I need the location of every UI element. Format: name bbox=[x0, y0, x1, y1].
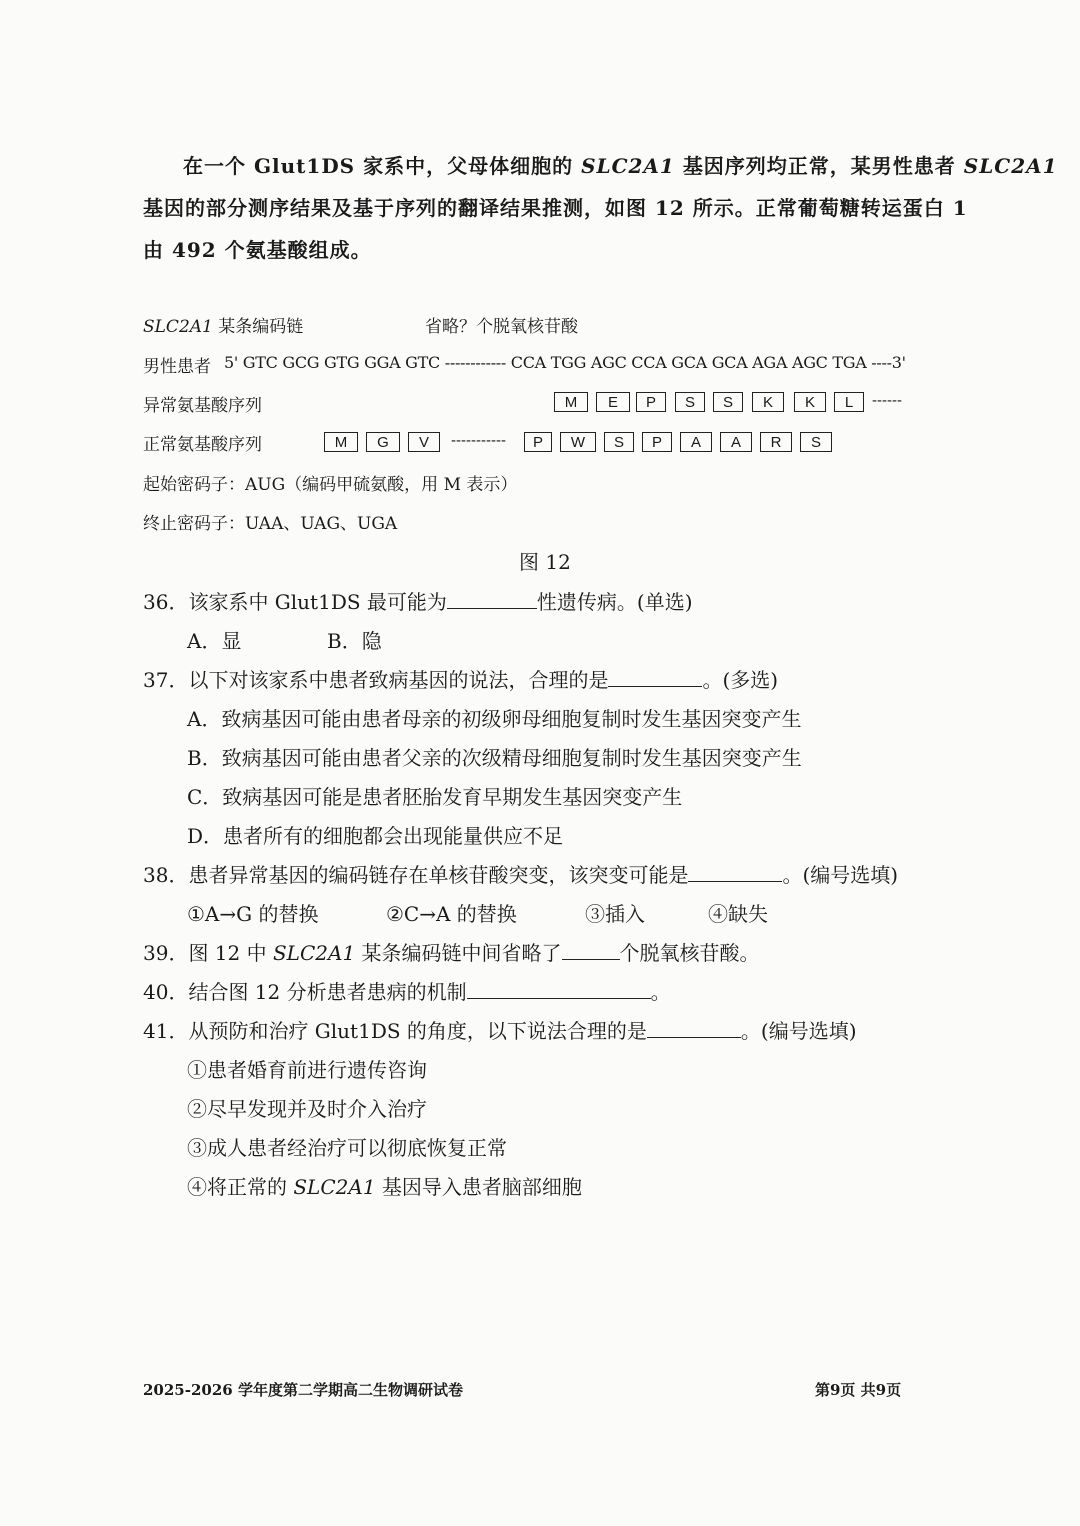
stop-codon-note: 终止密码子：UAA、UAG、UGA bbox=[143, 514, 398, 534]
gene-name: SLC2A1 bbox=[293, 1175, 376, 1199]
option-41-3: ③成人患者经治疗可以彻底恢复正常 bbox=[187, 1136, 507, 1160]
option-41-4 bbox=[187, 1171, 582, 1200]
question-text: 38．患者异常基因的编码链存在单核苷酸突变，该突变可能是 bbox=[143, 863, 689, 887]
start-codon-note: 起始密码子：AUG（编码甲硫氨酸，用 M 表示） bbox=[143, 475, 518, 495]
normal-aa-box: P bbox=[642, 432, 672, 452]
abnormal-aa-box: E bbox=[596, 392, 630, 412]
question-41 bbox=[143, 1015, 857, 1044]
gene-name: SLC2A1 bbox=[272, 941, 356, 965]
answer-blank[interactable] bbox=[608, 666, 702, 687]
normal-aa-box: R bbox=[760, 432, 792, 452]
question-36 bbox=[143, 586, 693, 615]
question-text: 。 bbox=[650, 980, 671, 1004]
option-text: 基因导入患者脑部细胞 bbox=[381, 1175, 582, 1199]
question-text: 。(编号选填) bbox=[782, 863, 899, 887]
normal-aa-box: A bbox=[720, 432, 752, 452]
normal-aa-middle: ----------- bbox=[451, 432, 506, 449]
option-38-4: ④缺失 bbox=[708, 902, 768, 926]
option-38-2: ②C→A 的替换 bbox=[386, 902, 517, 926]
abnormal-aa-box: S bbox=[713, 392, 743, 412]
normal-aa-box: S bbox=[604, 432, 634, 452]
abnormal-aa-box: P bbox=[636, 392, 666, 412]
option-38-3: ③插入 bbox=[585, 902, 645, 926]
question-text: 某条编码链中间省略了 bbox=[361, 941, 562, 965]
footer-page-number: 第9页 共9页 bbox=[815, 1381, 902, 1399]
abnormal-aa-box: L bbox=[834, 392, 864, 412]
intro-line-1 bbox=[183, 150, 1058, 179]
question-40 bbox=[143, 976, 671, 1005]
footer-exam-title: 2025-2026 学年度第二学期高二生物调研试卷 bbox=[143, 1381, 463, 1399]
option-37-a: A．致病基因可能由患者母亲的初级卵母细胞复制时发生基因突变产生 bbox=[187, 707, 802, 731]
answer-blank[interactable] bbox=[447, 588, 537, 609]
question-text: 37．以下对该家系中患者致病基因的说法，合理的是 bbox=[143, 668, 609, 692]
normal-aa-box: P bbox=[524, 432, 552, 452]
normal-aa-box: M bbox=[324, 432, 358, 452]
normal-aa-box: G bbox=[366, 432, 400, 452]
normal-aa-box: V bbox=[408, 432, 440, 452]
option-37-b: B．致病基因可能由患者父亲的次级精母细胞复制时发生基因突变产生 bbox=[187, 746, 802, 770]
patient-sequence: 5' GTC GCG GTG GGA GTC ------------ CCA TGG AGC CCA GCA GCA AGA AGC TGA ----3' bbox=[224, 353, 906, 372]
intro-line-3: 由 492 个氨基酸组成。 bbox=[143, 238, 372, 262]
question-text: 。(多选) bbox=[702, 668, 779, 692]
intro-text: 基因序列均正常，某男性患者 bbox=[682, 154, 956, 178]
question-38 bbox=[143, 859, 898, 888]
answer-blank[interactable] bbox=[562, 939, 620, 960]
question-text: 性遗传病。(单选) bbox=[536, 590, 693, 614]
gene-name: SLC2A1 bbox=[143, 317, 213, 337]
answer-blank[interactable] bbox=[467, 978, 651, 999]
option-36-a: A．显 bbox=[187, 629, 242, 653]
option-text: ④将正常的 bbox=[187, 1175, 287, 1199]
question-text: 个脱氧核苷酸。 bbox=[619, 941, 760, 965]
figure-header bbox=[143, 312, 303, 337]
question-text: 39．图 12 中 bbox=[143, 941, 267, 965]
abnormal-aa-box: K bbox=[752, 392, 784, 412]
omitted-label: 省略？个脱氧核苷酸 bbox=[425, 317, 578, 337]
figure-caption: 图 12 bbox=[519, 550, 571, 574]
option-41-2: ②尽早发现并及时介入治疗 bbox=[187, 1097, 427, 1121]
normal-aa-box: W bbox=[560, 432, 596, 452]
normal-aa-label: 正常氨基酸序列 bbox=[143, 435, 262, 455]
question-text: 。(编号选填) bbox=[740, 1019, 857, 1043]
abnormal-aa-box: K bbox=[794, 392, 826, 412]
normal-aa-box: S bbox=[800, 432, 832, 452]
abnormal-aa-box: S bbox=[675, 392, 705, 412]
option-37-c: C．致病基因可能是患者胚胎发育早期发生基因突变产生 bbox=[187, 785, 683, 809]
option-36-b: B．隐 bbox=[327, 629, 382, 653]
patient-label: 男性患者 bbox=[143, 357, 211, 377]
intro-line-2: 基因的部分测序结果及基于序列的翻译结果推测，如图 12 所示。正常葡萄糖转运蛋白 1 bbox=[143, 196, 968, 220]
question-text: 41．从预防和治疗 Glut1DS 的角度，以下说法合理的是 bbox=[143, 1019, 647, 1043]
coding-strand-label: 某条编码链 bbox=[218, 317, 304, 337]
question-text: 36．该家系中 Glut1DS 最可能为 bbox=[143, 590, 447, 614]
abnormal-aa-label: 异常氨基酸序列 bbox=[143, 396, 262, 416]
intro-text: 在一个 Glut1DS 家系中，父母体细胞的 bbox=[183, 154, 574, 178]
option-41-1: ①患者婚育前进行遗传咨询 bbox=[187, 1058, 427, 1082]
answer-blank[interactable] bbox=[647, 1017, 741, 1038]
abnormal-aa-tail: ------ bbox=[872, 392, 902, 409]
option-37-d: D．患者所有的细胞都会出现能量供应不足 bbox=[187, 824, 564, 848]
question-text: 40．结合图 12 分析患者患病的机制 bbox=[143, 980, 467, 1004]
abnormal-aa-box: M bbox=[554, 392, 588, 412]
question-39 bbox=[143, 937, 760, 966]
gene-name: SLC2A1 bbox=[581, 154, 675, 178]
answer-blank[interactable] bbox=[688, 861, 782, 882]
question-37 bbox=[143, 664, 778, 693]
normal-aa-box: A bbox=[680, 432, 712, 452]
gene-name: SLC2A1 bbox=[963, 154, 1058, 178]
option-38-1: ①A→G 的替换 bbox=[187, 902, 319, 926]
